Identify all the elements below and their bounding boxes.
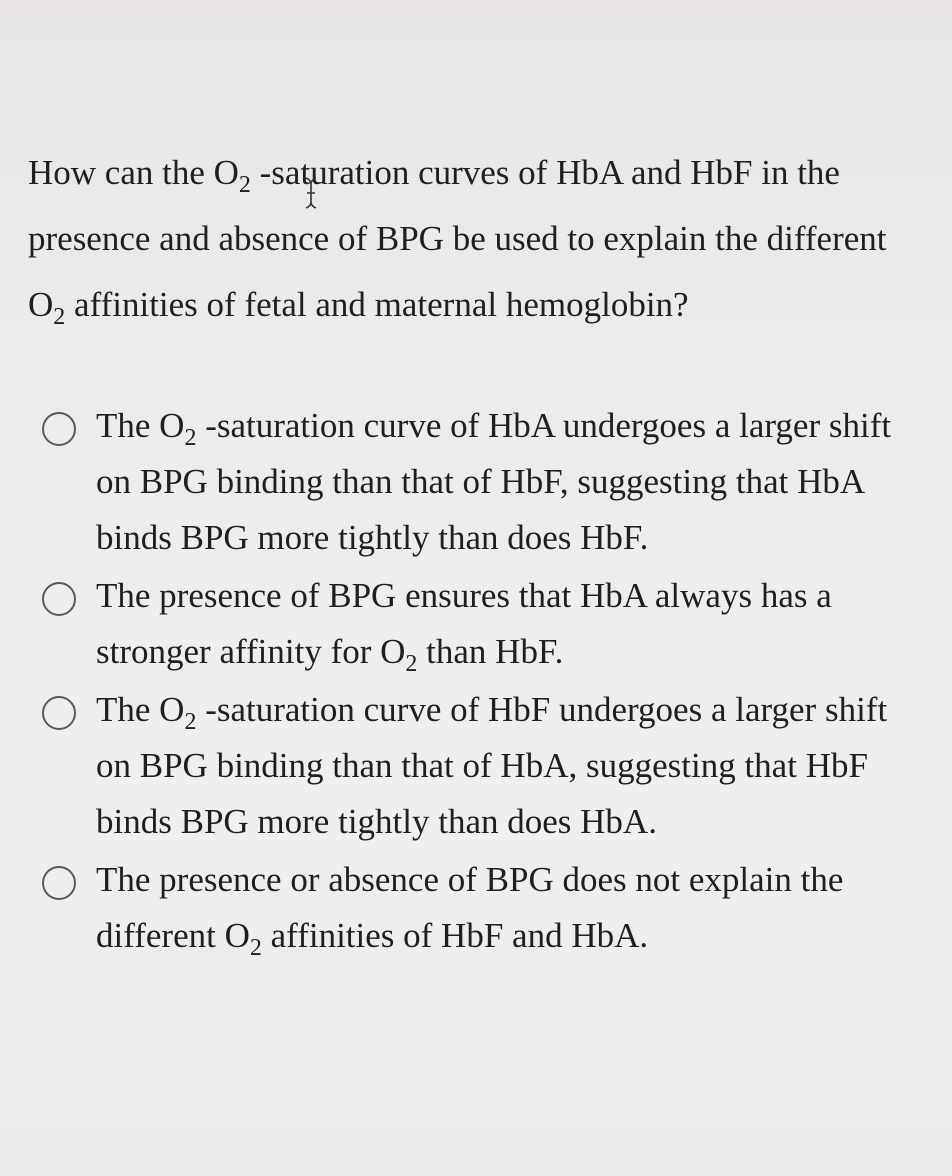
- option-1-subscript: 2: [184, 425, 197, 451]
- option-3-part-1: The O: [96, 690, 185, 729]
- radio-button-option-1[interactable]: [42, 412, 76, 446]
- question-part-2: -saturation curves of HbA and HbF in the presence and absence of BPG be used to explain the different O: [28, 153, 887, 324]
- question-subscript-1: 2: [238, 172, 251, 198]
- option-1[interactable]: [0, 398, 896, 566]
- question-text: [28, 140, 928, 338]
- answer-options: [0, 398, 952, 964]
- option-1-part-1: The O: [96, 406, 185, 445]
- option-3-subscript: 2: [184, 709, 197, 735]
- option-4[interactable]: [0, 852, 896, 964]
- option-3-part-2: -saturation curve of HbF undergoes a larger shift on BPG binding than that of HbA, suggesting that HbF binds BPG more tightly than does HbA.: [96, 690, 888, 841]
- option-2-part-1: The presence of BPG ensures that HbA always has a stronger affinity for O: [96, 576, 832, 671]
- radio-button-option-3[interactable]: [42, 696, 76, 730]
- question-part-3: affinities of fetal and maternal hemoglobin?: [65, 285, 689, 324]
- option-4-subscript: 2: [249, 935, 262, 961]
- text-cursor-icon: [304, 176, 318, 210]
- radio-button-option-4[interactable]: [42, 866, 76, 900]
- question-subscript-2: 2: [53, 304, 66, 330]
- option-2-part-2: than HbF.: [417, 632, 564, 671]
- option-3[interactable]: [0, 682, 896, 850]
- radio-button-option-2[interactable]: [42, 582, 76, 616]
- option-1-part-2: -saturation curve of HbA undergoes a larger shift on BPG binding than that of HbF, suggesting that HbA binds BPG more tightly than does HbF.: [96, 406, 892, 557]
- option-2[interactable]: [0, 568, 896, 680]
- option-2-subscript: 2: [405, 651, 418, 677]
- question-part-1: How can the O: [28, 153, 239, 192]
- top-edge-strip: [0, 0, 952, 10]
- option-4-part-1: The presence or absence of BPG does not explain the different O: [96, 860, 844, 955]
- option-4-part-2: affinities of HbF and HbA.: [261, 916, 649, 955]
